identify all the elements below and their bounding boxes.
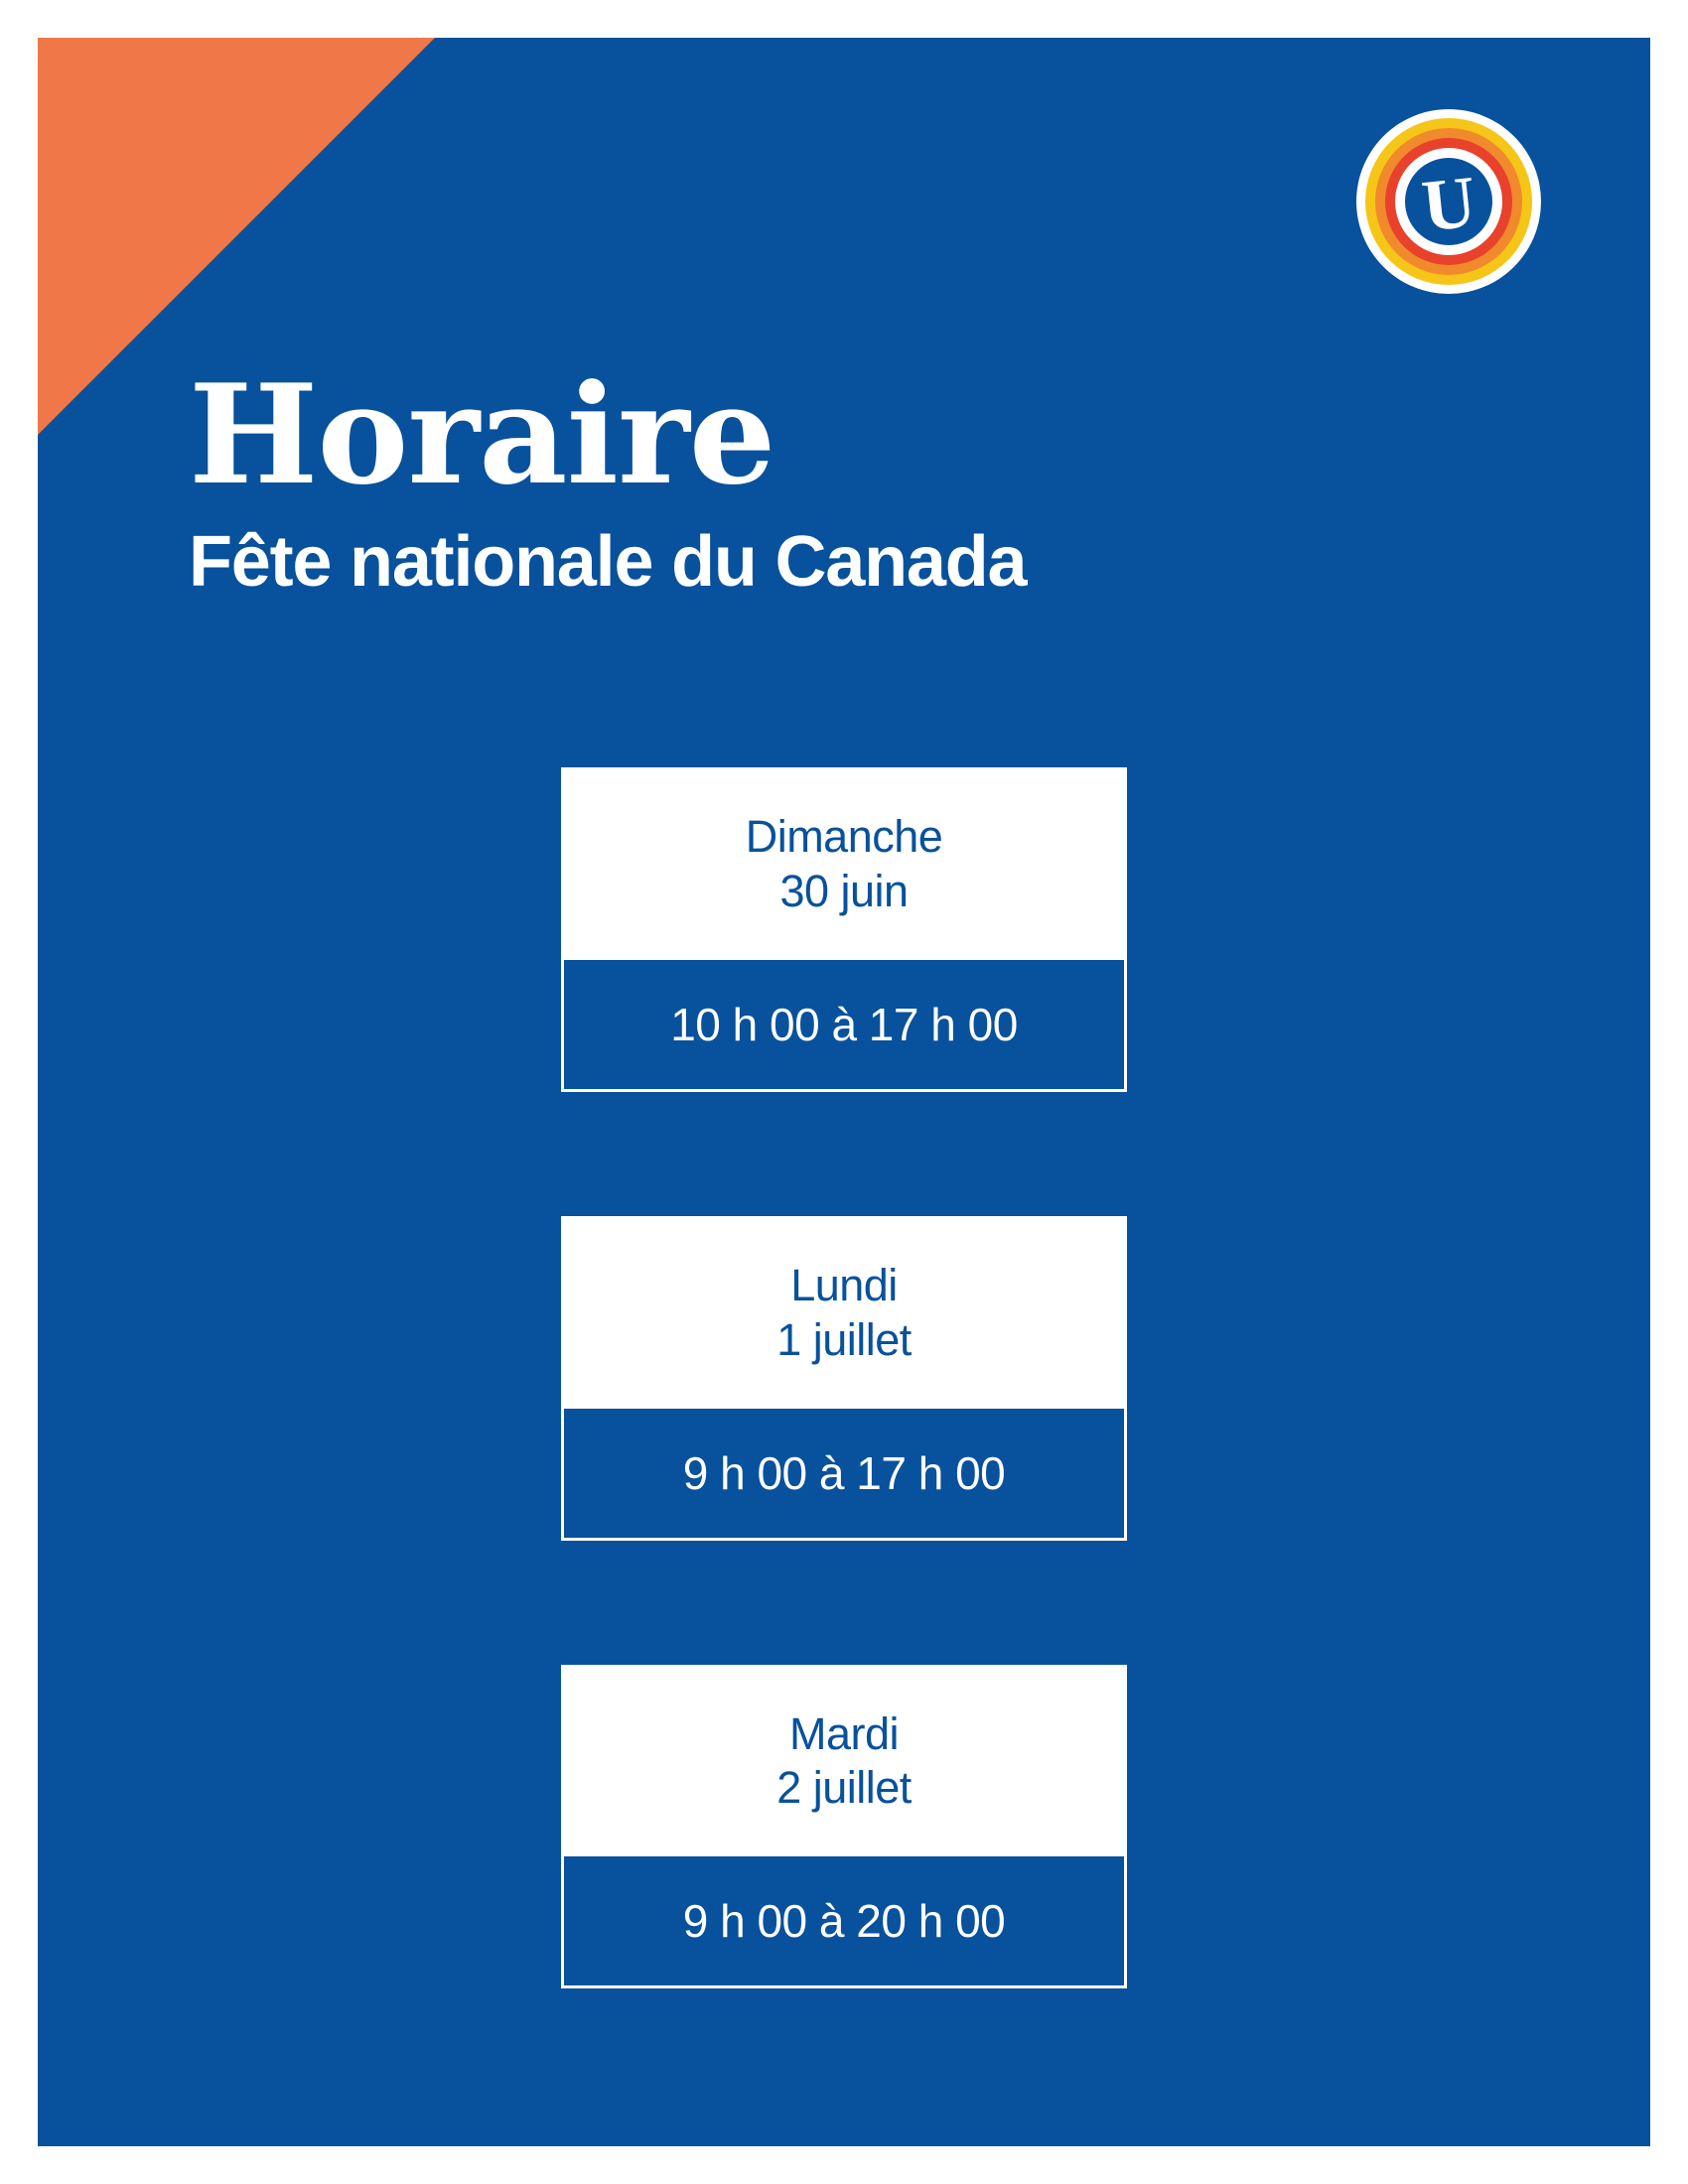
schedule-card — [561, 1216, 1127, 1541]
schedule-date: 30 juin — [779, 865, 909, 916]
schedule-list — [38, 767, 1650, 1988]
schedule-card — [561, 767, 1127, 1092]
page-title: Horaire — [189, 353, 775, 515]
schedule-card-header — [564, 1219, 1124, 1406]
title-block — [189, 353, 1380, 602]
university-logo — [1354, 107, 1543, 296]
schedule-card-header — [564, 1668, 1124, 1854]
schedule-hours: 9 h 00 à 17 h 00 — [564, 1406, 1124, 1538]
poster — [38, 38, 1650, 2146]
schedule-hours: 10 h 00 à 17 h 00 — [564, 957, 1124, 1089]
schedule-date: 2 juillet — [776, 1762, 912, 1814]
schedule-date: 1 juillet — [776, 1313, 912, 1365]
schedule-day: Lundi — [790, 1259, 898, 1310]
schedule-day: Mardi — [788, 1707, 900, 1759]
schedule-day: Dimanche — [745, 811, 943, 862]
page-subtitle: Fête nationale du Canada — [189, 521, 1027, 602]
schedule-card-header — [564, 770, 1124, 957]
logo-letter: U — [1418, 161, 1480, 248]
schedule-card — [561, 1665, 1127, 1989]
schedule-hours: 9 h 00 à 20 h 00 — [564, 1853, 1124, 1985]
